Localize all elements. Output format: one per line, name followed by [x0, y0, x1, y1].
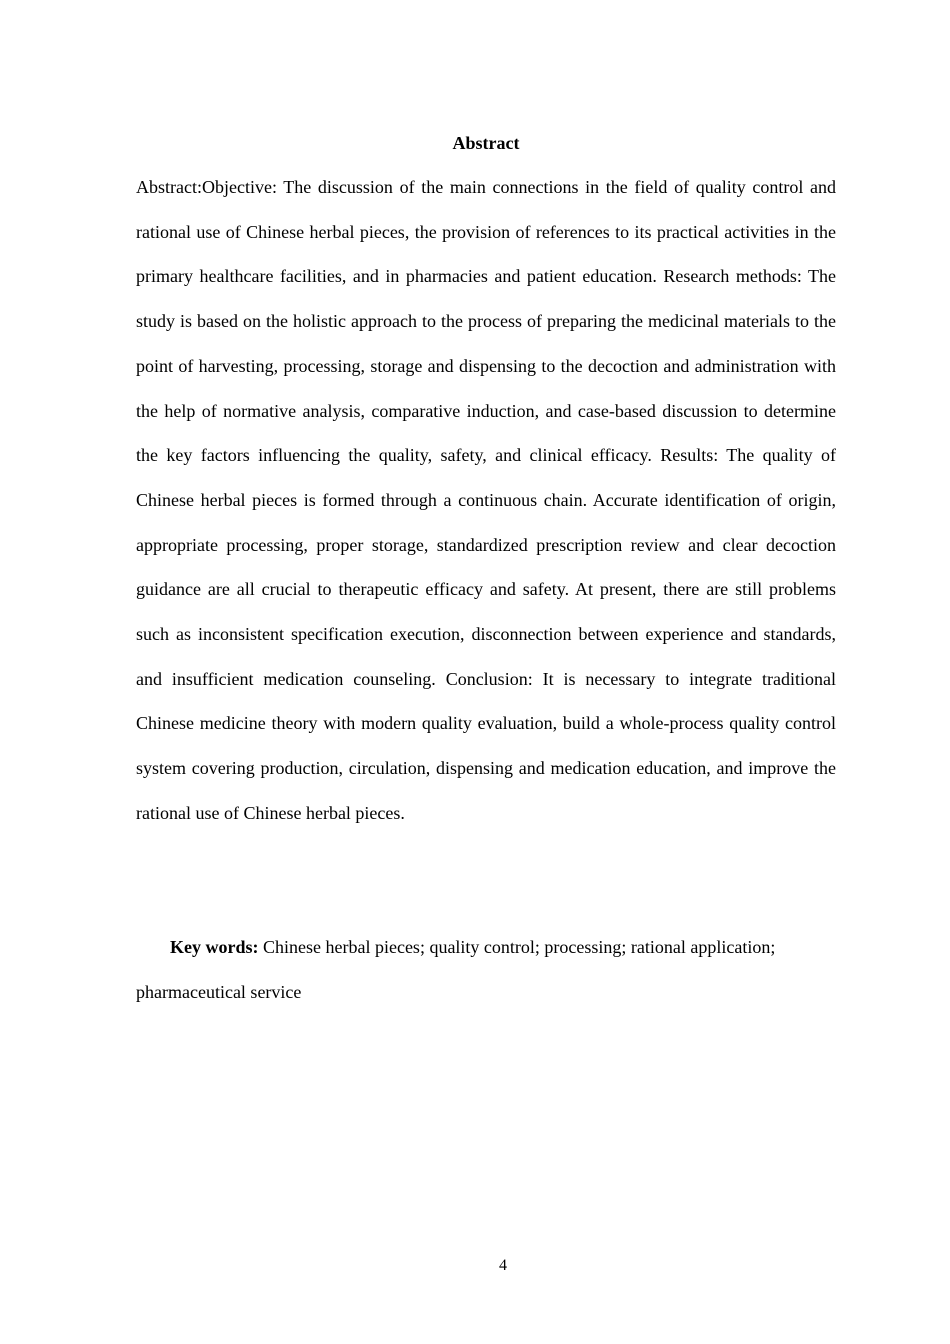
page-number: 4 — [499, 1257, 507, 1274]
keywords-list: Chinese herbal pieces; quality control; processing; rational application; pharmaceutical service — [136, 937, 776, 1002]
abstract-heading: Abstract — [452, 133, 520, 153]
keywords-paragraph — [136, 925, 836, 1014]
abstract-paragraph: Abstract:Objective: The discussion of the main connections in the field of quality control and rational use of Chinese herbal pieces, the provision of references to its practical activities in the primary healthcare facilities, and in pharmacies and patient education. Research methods: The study is based on the holistic approach to the process of preparing the medicinal materials to the point of harvesting, processing, storage and dispensing to the decoction and administration with the help of normative analysis, comparative induction, and case-based discussion to determine the key factors influencing the quality, safety, and clinical efficacy. Results: The quality of Chinese herbal pieces is formed through a continuous chain. Accurate identification of origin, appropriate processing, proper storage, standardized prescription review and clear decoction guidance are all crucial to therapeutic efficacy and safety. At present, there are still problems such as inconsistent specification execution, disconnection between experience and standards, and insufficient medication counseling. Conclusion: It is necessary to integrate traditional Chinese medicine theory with modern quality evaluation, build a whole-process quality control system covering production, circulation, dispensing and medication education, and improve the rational use of Chinese herbal pieces. — [136, 177, 836, 823]
keywords-label: Key words: — [170, 937, 259, 957]
